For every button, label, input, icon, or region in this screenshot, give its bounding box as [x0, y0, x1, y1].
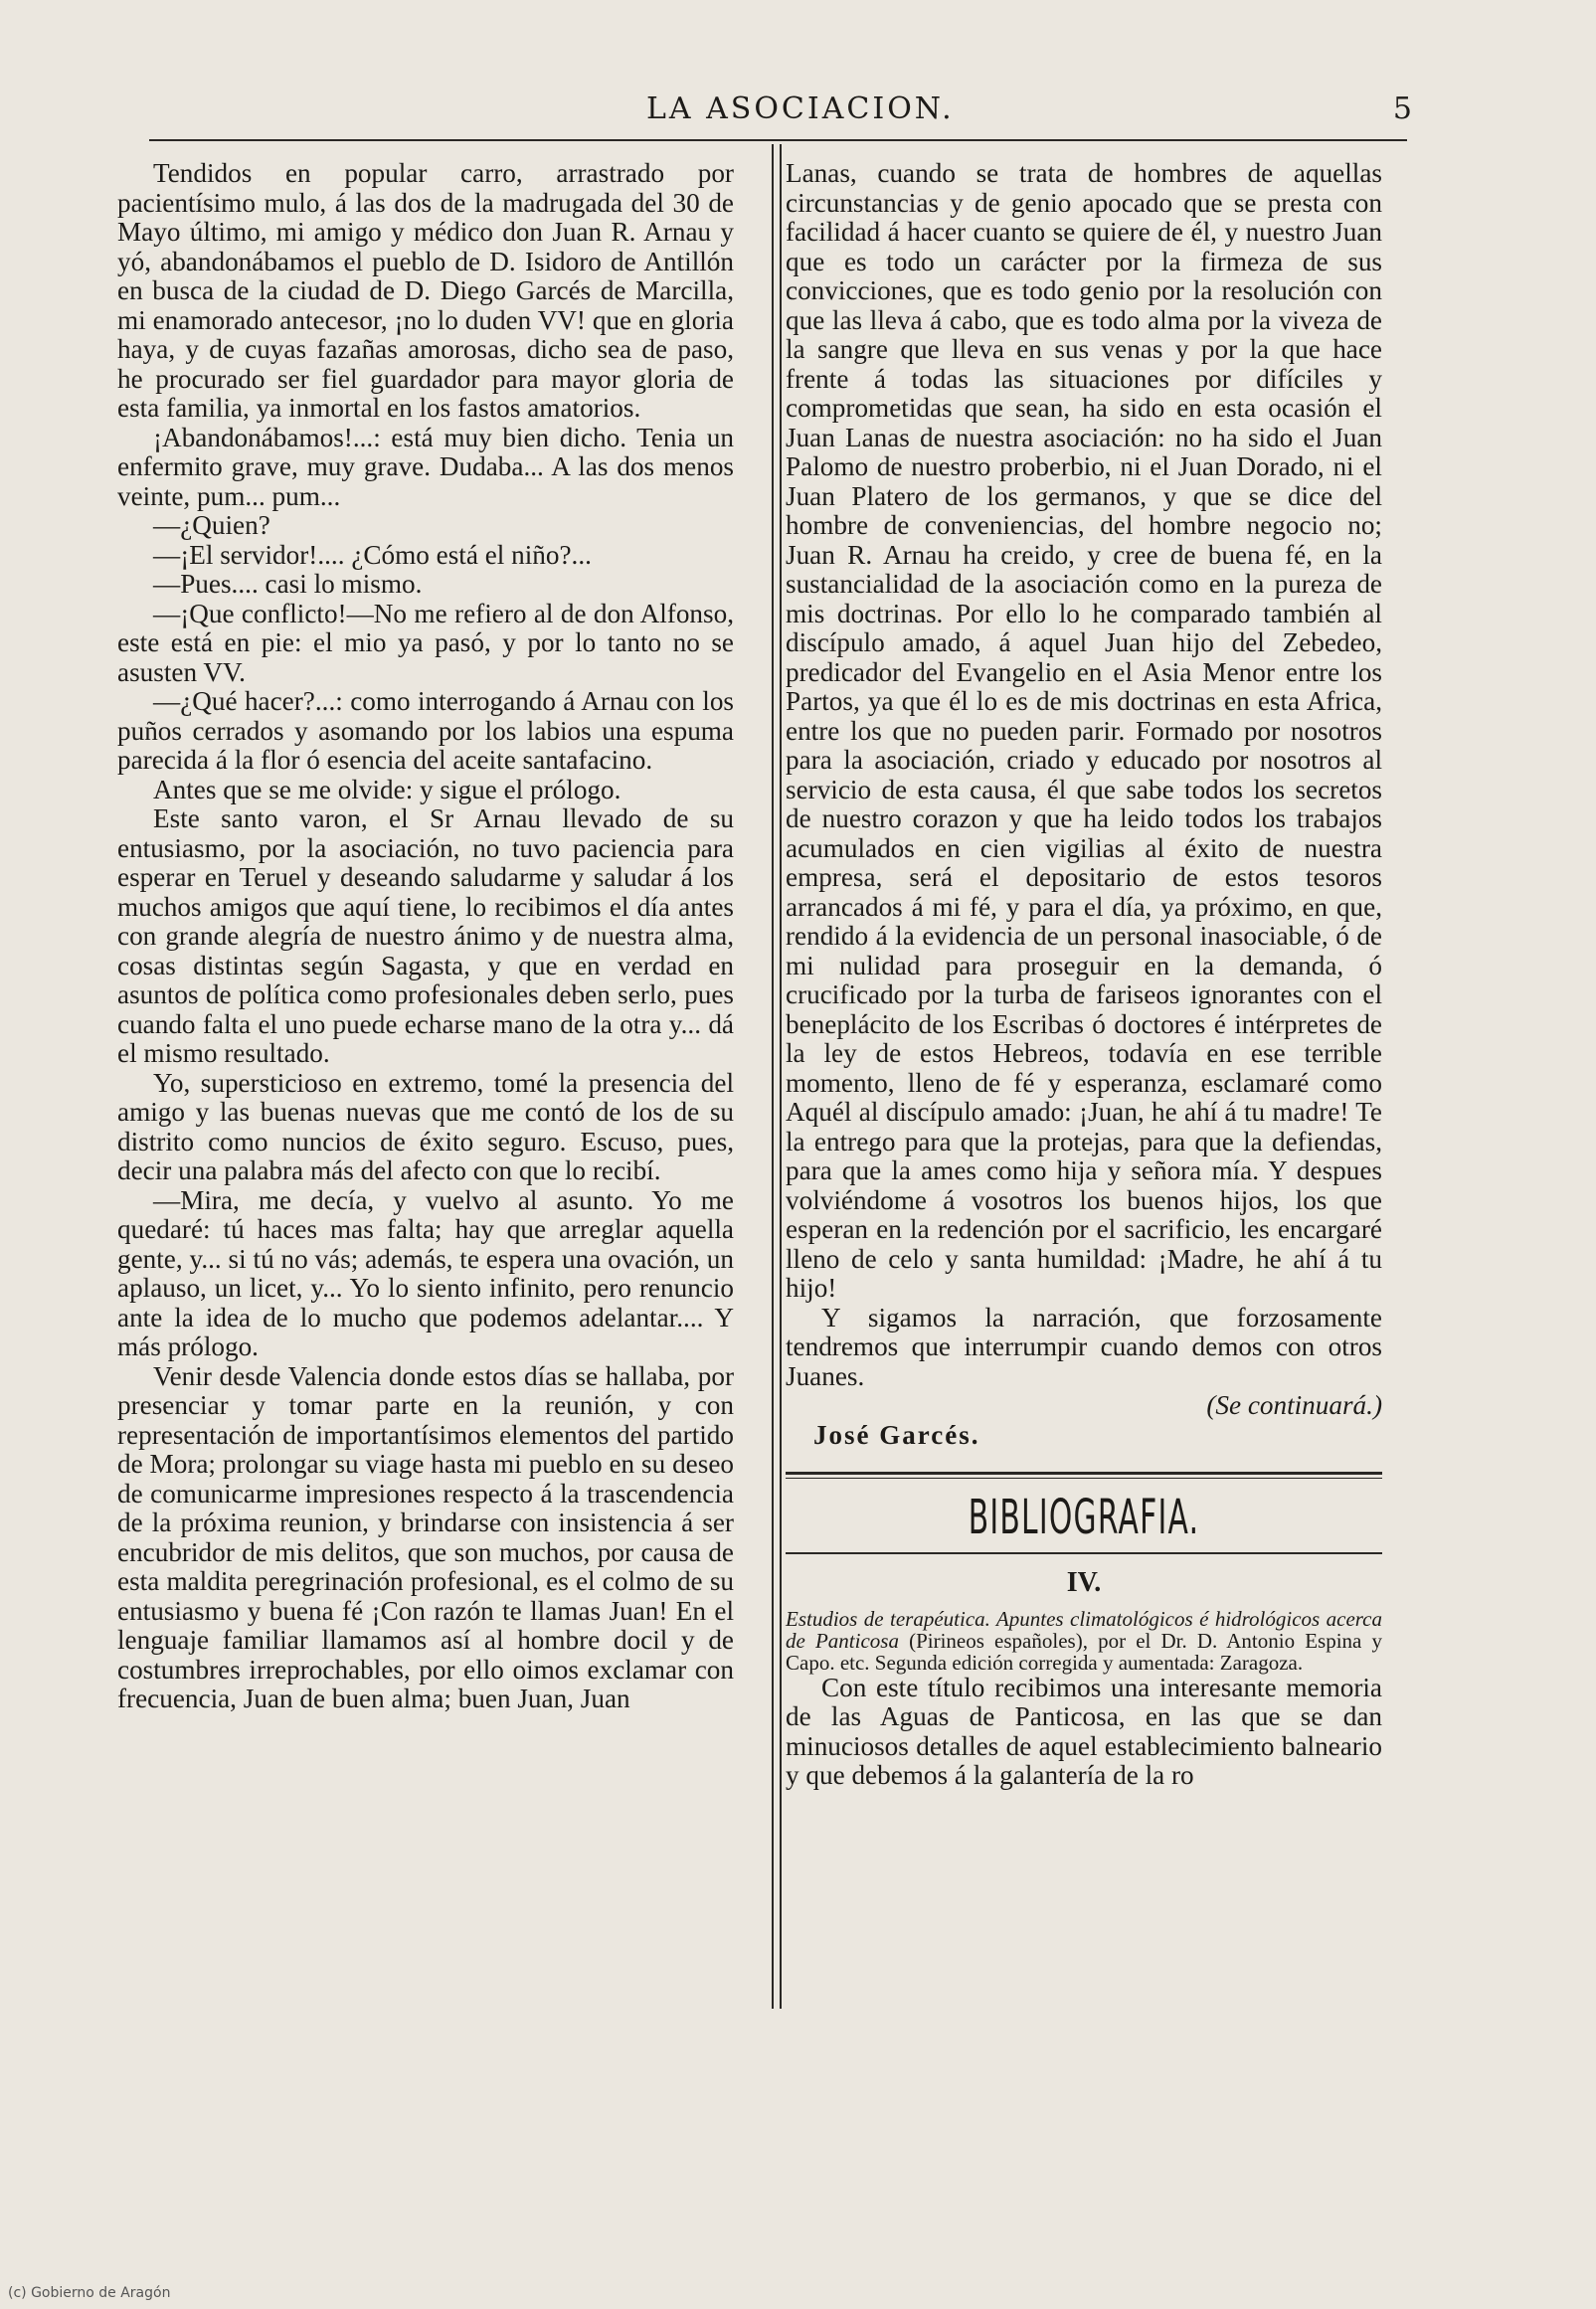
paragraph: Tendidos en popular carro, arrastrado por pacientísimo mulo, á las dos de la madrugada del 30 de Mayo último, mi amigo y médico don Juan R. Arnau y yó, abandonábamos el pueblo de D. Isidoro de Antillón en busca de la ciudad de D. Diego Garcés de Marcilla, mi enamorado antecesor, ¡no lo duden VV! que en gloria haya, y de cuyas fazañas amorosas, dicho sea de paso, he procurado ser fiel guardador para mayor gloria de esta familia, ya inmortal en los fastos amatorios. — [117, 158, 734, 423]
paragraph: Yo, supersticioso en extremo, tomé la presencia del amigo y las buenas nuevas que me contó de los de su distrito como nuncios de éxito seguro. Escuso, pues, decir una palabra más del afecto con que lo recibí. — [117, 1067, 734, 1185]
column-divider — [772, 144, 782, 2009]
review-paragraph: Con este título recibimos una interesante memoria de las Aguas de Panticosa, en las que se dan minuciosos detalles de aquel establecimiento balneario y que debemos á la galantería de la ro — [786, 1672, 1382, 1790]
author-signature — [786, 1421, 1382, 1451]
left-column — [117, 159, 734, 1714]
section-rule-bottom — [786, 1552, 1382, 1554]
paragraph: Venir desde Valencia donde estos días se hallaba, por presenciar y tomar parte en la reunión, y con representación de importantísimos elementos del partido de Mora; prolongar su viage hasta mi pueblo en su deseo de comunicarme impresiones respecto á la trascendencia de la próxima reunion, y brindarse con insistencia á ser encubridor de mis delitos, que son muchos, por causa de esta maldita peregrinación profesional, es el colmo de su entusiasmo y buena fé ¡Con razón te llamas Juan! En el lenguaje familiar llamamos así al hombre docil y de costumbres irreprochables, por ello oimos exclamar con frecuencia, Juan de buen alma; buen Juan, Juan — [117, 1360, 734, 1713]
section-title: BIBLIOGRAFIA. — [968, 1490, 1200, 1545]
paragraph: Este santo varon, el Sr Arnau llevado de su entusiasmo, por la asociación, no tuvo paciencia para esperar en Teruel y deseando saludarme y saludar á los muchos amigos que aquí tiene, lo recibimos el día antes con grande alegría de nuestro ánimo y de nuestra alma, cosas distintas según Sagasta, y que en verdad en asuntos de política como profesionales deben serlo, pues cuando falta el uno puede echarse mano de la otra y... dá el mismo resultado. — [117, 803, 734, 1068]
dialogue-line: —¡Que conflicto!—No me refiero al de don Alfonso, este está en pie: el mio ya pasó, y por lo tanto no se asusten VV. — [117, 598, 734, 687]
citation-title: Estudios de terapéutica. Apuntes climatológicos é hidrológicos acerca de Panticosa — [786, 1606, 1382, 1653]
dialogue-line: —¿Quien? — [153, 510, 270, 540]
item-number: IV. — [1066, 1567, 1102, 1598]
citation — [786, 1608, 1382, 1674]
paragraph: ¡Abandonábamos!...: está muy bien dicho. Tenia un enfermito grave, muy grave. Dudaba... A las dos menos veinte, pum... pum... — [117, 422, 734, 511]
publication-title: LA ASOCIACION. — [646, 91, 955, 126]
dialogue-line: —¿Qué hacer?...: como interrogando á Arnau con los puños cerrados y asomando por los labios una espuma parecida á la flor ó esencia del aceite santafacino. — [117, 686, 734, 775]
author-name: José Garcés. — [813, 1419, 980, 1450]
citation-details: (Pirineos españoles), por el Dr. D. Antonio Espina y Capo. etc. Segunda edición corregida y aumentada: Zaragoza. — [786, 1628, 1383, 1675]
right-column — [786, 159, 1382, 1791]
paragraph: Antes que se me olvide: y sigue el prólogo. — [153, 774, 621, 804]
section-rule — [786, 1472, 1382, 1479]
header-rule — [149, 139, 1407, 141]
dialogue-line: —Pues.... casi lo mismo. — [153, 569, 423, 599]
dialogue-line: —Mira, me decía, y vuelvo al asunto. Yo me quedaré: tú haces mas falta; hay que arreglar aquella gente, y... si tú no vás; además, te espera una ovación, un aplauso, un licet, y... Yo lo siento infinito, pero renuncio ante la idea de lo mucho que podemos adelantar.... Y más prólogo. — [117, 1184, 734, 1361]
paragraph: Y sigamos la narración, que forzosamente tendremos que interrumpir cuando demos con otros Juanes. — [786, 1302, 1382, 1391]
dialogue-line: —¡El servidor!.... ¿Cómo está el niño?... — [153, 539, 592, 570]
continued-note: (Se continuará.) — [1206, 1390, 1382, 1420]
page-number: 5 — [1392, 91, 1412, 126]
running-head — [149, 91, 1412, 131]
paragraph: Lanas, cuando se trata de hombres de aquellas circunstancias y de genio apocado que se presta con facilidad á hacer cuanto se quiere de él, y nuestro Juan que es todo un carácter por la firmeza de sus convicciones, que es todo genio por la resolución con que las lleva á cabo, que es todo alma por la viveza de la sangre que lleva en sus venas y por la que hace frente á todas las situaciones por difíciles y comprometidas que sean, ha sido en esta ocasión el Juan Lanas de nuestra asociación: no ha sido el Juan Palomo de nuestro proberbio, ni el Juan Dorado, ni el Juan Platero de los germanos, y que se dice del hombre de conveniencias, del hombre negocio no; Juan R. Arnau ha creido, y cree de buena fé, en la sustancialidad de la asociación como en la pureza de mis doctrinas. Por ello lo he comparado también al discípulo amado, á aquel Juan hijo del Zebedeo, predicador del Evangelio en el Asia Menor entre los Partos, ya que él lo es de mis doctrinas en esta Africa, entre los que no pueden parir. Formado por nosotros para la asociación, criado y educado por nosotros al servicio de esta causa, él que sabe todos los secretos de nuestro corazon y que ha leido todos los trabajos acumulados en cien vigilias al éxito de nuestra empresa, será el depositario de estos tesoros arrancados á mi fé, y para el día, ya próximo, en que, rendido á la evidencia de un personal inasociable, ó de mi nulidad para proseguir en la demanda, ó crucificado por la turba de fariseos ignorantes con el beneplácito de los Escribas ó doctores é intérpretes de la ley de estos Hebreos, todavía en ese terrible momento, lleno de fé y esperanza, esclamaré como Aquél al discípulo amado: ¡Juan, he ahí á tu madre! Te la entrego para que la protejas, para que la defiendas, para que la ames como hija y señora mía. Y despues volviéndome á vosotros los buenos hijos, los que esperan en la redención por el sacrificio, les encargaré lleno de celo y santa humildad: ¡Madre, he ahí á tu hijo! — [786, 158, 1382, 1303]
copyright-credit: (c) Gobierno de Aragón — [8, 2285, 171, 2301]
